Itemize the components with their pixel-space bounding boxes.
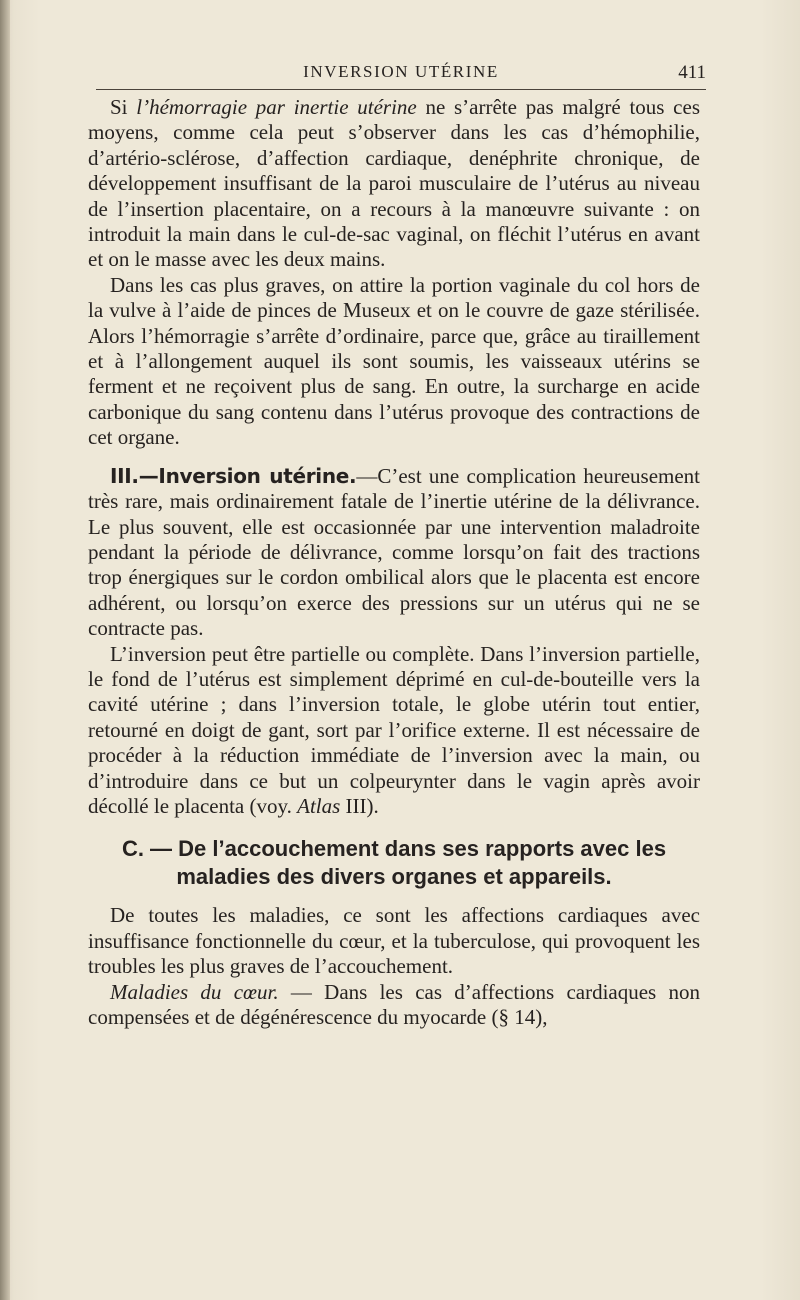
p4-text: L’inversion peut être partielle ou complète. Dans l’inversion partielle, le fond de l’utérus est simplement déprimé en cul-de-bouteille vers la cavité utérine ; dans l’inversion totale, le globe utérin tout entier, retourné en doigt de gant, sort par l’orifice externe. Il est nécessaire de procéder à la réduction immédiate de l’inversion avec la main, ou d’introduire dans ce but un colpeurynter dans le vagin après avoir décollé le placenta (voy. <box>88 641 700 818</box>
p6-rest: — Dans les cas d’affections cardiaques non compensées et de dégénérescence du myocarde (§ 14), <box>88 979 700 1029</box>
section-title-inversion: III.—Inversion utérine. <box>110 463 357 488</box>
page-header <box>96 62 706 90</box>
section-heading-c <box>88 835 700 891</box>
p1-italic: l’hémorragie par inertie utérine <box>136 95 417 119</box>
header-rule <box>96 89 706 90</box>
p1-rest: ne s’arrête pas malgré tous ces moyens, comme cela peut s’observer dans les cas d’hémophilie, d’artério-sclérose, d’affection cardiaque, denéphrite chronique, de développement insuffisant de la paroi musculaire de l’utérus au niveau de l’insertion placentaire, on a recours à la manœuvre suivante : on introduit la main dans le cul-de-sac vaginal, on fléchit l’utérus en avant et on le masse avec les deux mains. <box>88 95 700 272</box>
p3-rest: —C’est une complication heureusement très rare, mais ordinairement fatale de l’inertie utérine de la délivrance. Le plus souvent, elle est occasionnée par une intervention maladroite pendant la période de délivrance, comme lorsqu’on fait des tractions trop énergiques sur le cordon ombilical alors que le placenta est encore adhérent, ou lorsqu’on exerce des pressions sur un utérus qui ne se contracte pas. <box>88 463 700 641</box>
paragraph-inversion-types <box>88 642 700 820</box>
subhead-line-1: C. — De l’accouchement dans ses rapports avec les <box>121 836 667 862</box>
page-gutter-shadow <box>0 0 10 1300</box>
p1-lead: Si <box>110 95 137 119</box>
paragraph-diseases: De toutes les maladies, ce sont les affections cardiaques avec insuffisance fonctionnelle du cœur, et la tuberculose, qui provoquent les troubles les plus graves de l’accouchement. <box>88 903 700 979</box>
running-head: INVERSION UTÉRINE <box>303 62 499 81</box>
paragraph-hemorrhage <box>88 95 700 273</box>
paragraph-severe-cases: Dans les cas plus graves, on attire la portion vaginale du col hors de la vulve à l’aide de pinces de Museux et on le couvre de gaze stérilisée. Alors l’hémorragie s’arrête d’ordinaire, parce que, grâce au tiraillement et à l’allongement auquel ils sont soumis, les vaisseaux utérins se ferment et ne reçoivent plus de sang. En outre, la surcharge en acide carbonique du sang contenu dans l’utérus provoque des contractions de cet organe. <box>88 272 700 450</box>
paragraph-inversion <box>88 464 700 642</box>
page-body <box>88 95 700 1030</box>
p4-italic: Atlas <box>297 793 341 818</box>
p4-end: III). <box>340 793 379 818</box>
subhead-line-2: maladies des divers organes et appareils. <box>176 864 612 890</box>
paragraph-heart-diseases <box>88 980 700 1031</box>
p6-italic: Maladies du cœur. <box>110 979 279 1004</box>
page-number: 411 <box>678 62 706 83</box>
